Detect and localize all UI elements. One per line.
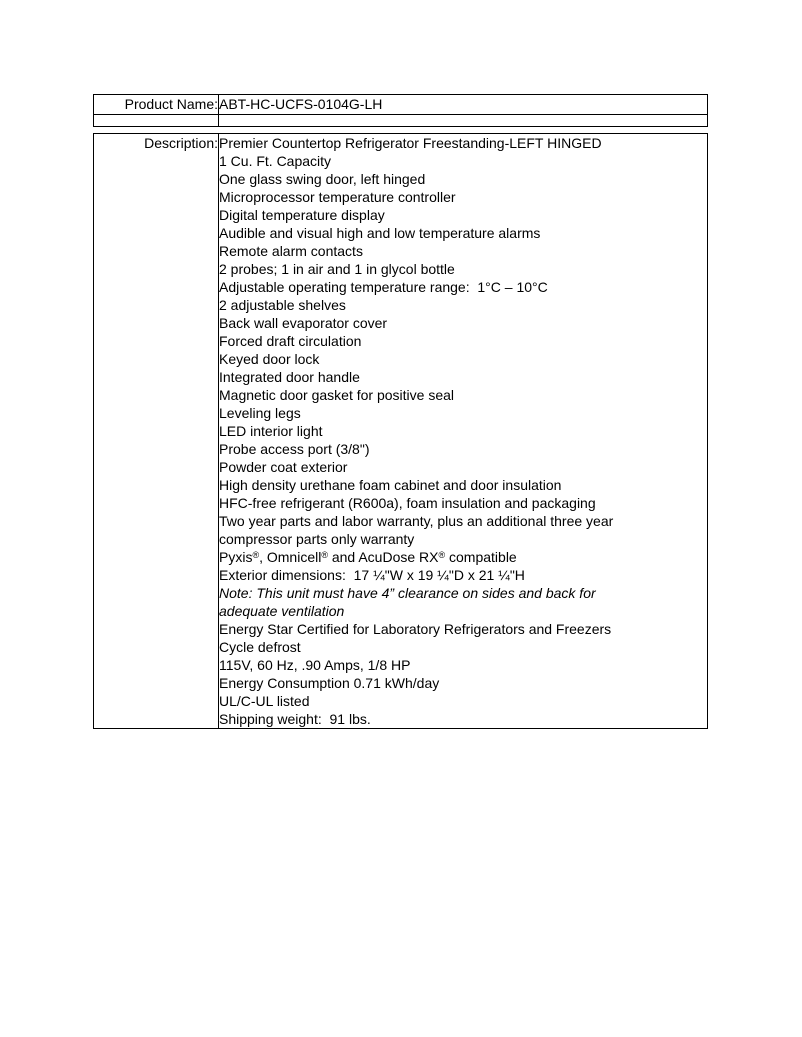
description-line: Energy Consumption 0.71 kWh/day <box>219 675 440 691</box>
spacer-cell-left <box>94 115 219 127</box>
spacer-row <box>94 115 708 127</box>
description-content <box>219 134 708 729</box>
description-label: Description: <box>94 134 219 729</box>
description-line: Exterior dimensions: 17 ¼"W x 19 ¼"D x 21 ¼"H <box>219 567 525 583</box>
description-line: compressor parts only warranty <box>219 531 415 547</box>
description-line: Microprocessor temperature controller <box>219 189 456 205</box>
description-line: 2 adjustable shelves <box>219 297 346 313</box>
description-line: Cycle defrost <box>219 639 301 655</box>
product-name-row <box>94 95 708 115</box>
description-line: adequate ventilation <box>219 603 345 619</box>
description-line: High density urethane foam cabinet and door insulation <box>219 477 562 493</box>
description-line: UL/C-UL listed <box>219 693 310 709</box>
description-row <box>94 134 708 729</box>
description-line: Leveling legs <box>219 405 301 421</box>
description-line: Integrated door handle <box>219 369 360 385</box>
description-line: Premier Countertop Refrigerator Freestanding-LEFT HINGED <box>219 135 602 151</box>
product-name-label: Product Name: <box>94 95 219 115</box>
registered-trademark-symbol: ® <box>321 550 328 560</box>
description-line: One glass swing door, left hinged <box>219 171 426 187</box>
description-line: Note: This unit must have 4” clearance on sides and back for <box>219 585 596 601</box>
description-line: Powder coat exterior <box>219 459 348 475</box>
product-name-value: ABT-HC-UCFS-0104G-LH <box>219 95 708 115</box>
description-line: Back wall evaporator cover <box>219 315 388 331</box>
description-line: HFC-free refrigerant (R600a), foam insulation and packaging <box>219 495 596 511</box>
description-table <box>93 133 708 729</box>
description-line: Magnetic door gasket for positive seal <box>219 387 455 403</box>
description-line: Two year parts and labor warranty, plus an additional three year <box>219 513 614 529</box>
description-line: Adjustable operating temperature range: 1°C – 10°C <box>219 279 548 295</box>
description-line: Remote alarm contacts <box>219 243 363 259</box>
description-line: LED interior light <box>219 423 323 439</box>
description-line: Pyxis®, Omnicell® and AcuDose RX® compatible <box>219 549 517 565</box>
description-line: Forced draft circulation <box>219 333 362 349</box>
description-line: Audible and visual high and low temperature alarms <box>219 225 541 241</box>
registered-trademark-symbol: ® <box>438 550 446 560</box>
description-line: Probe access port (3/8") <box>219 441 370 457</box>
spacer-cell-right <box>219 115 708 127</box>
registered-trademark-symbol: ® <box>252 550 260 560</box>
description-line: Shipping weight: 91 lbs. <box>219 711 371 727</box>
description-line: Keyed door lock <box>219 351 320 367</box>
description-line: Energy Star Certified for Laboratory Refrigerators and Freezers <box>219 621 612 637</box>
product-name-table <box>93 94 708 127</box>
description-line: 115V, 60 Hz, .90 Amps, 1/8 HP <box>219 657 411 673</box>
description-line: 2 probes; 1 in air and 1 in glycol bottle <box>219 261 455 277</box>
description-line: 1 Cu. Ft. Capacity <box>219 153 332 169</box>
description-line: Digital temperature display <box>219 207 385 223</box>
